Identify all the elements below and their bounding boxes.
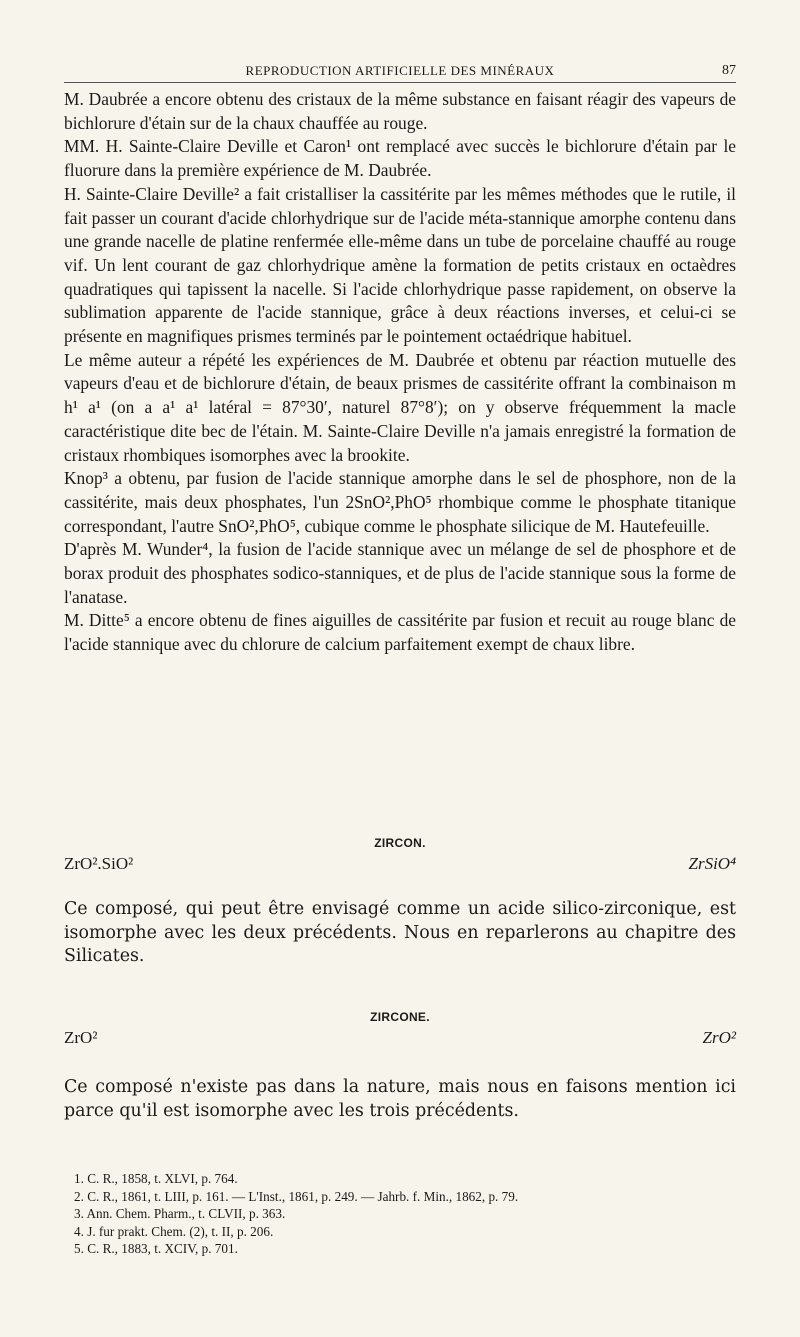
footnote-2: 2. C. R., 1861, t. LIII, p. 161. — L'Inst., 1861, p. 249. — Jahrb. f. Min., 1862, p. 79. bbox=[74, 1188, 519, 1204]
footnote-4: 4. J. fur prakt. Chem. (2), t. II, p. 206. bbox=[74, 1223, 274, 1239]
zircone-description: Ce composé n'existe pas dans la nature, mais nous en faisons mention ici parce qu'il est isomorphe avec les trois précédents. bbox=[64, 1077, 736, 1121]
running-head bbox=[64, 63, 736, 81]
paragraph-deville-caron: MM. H. Sainte-Claire Deville et Caron¹ ont remplacé avec succès le bichlorure d'étain par le fluorure dans la première expérience de M. Daubrée. bbox=[64, 136, 736, 181]
paragraph-deville-cassiterite: H. Sainte-Claire Deville² a fait cristalliser la cassitérite par les mêmes méthodes que le rutile, il fait passer un courant d'acide chlorhydrique sur de l'acide méta-stannique amorphe contenu dans une grande nacelle de platine renfermée elle-même dans un tube de porcelaine chauffé au rouge vif. Un lent courant de gaz chlorhydrique amène la formation de petits cristaux en octaèdres quadratiques qui tapissent la nacelle. Si l'acide chlorhydrique passe rapidement, on observe la sublimation apparente de l'acide stannique, grâce à deux réactions inverses, et celui-ci se présente en magnifiques prismes terminés par le pointement octaédrique habituel. bbox=[64, 183, 736, 347]
zircon-formula-row bbox=[64, 854, 736, 874]
zircon-formula-left: ZrO².SiO² bbox=[64, 854, 134, 873]
zircone-section bbox=[64, 1010, 736, 1123]
paragraph-daubree: M. Daubrée a encore obtenu des cristaux de la même substance en faisant réagir des vapeurs de bichlorure d'étain sur de la chaux chauffée au rouge. bbox=[64, 89, 736, 133]
main-text bbox=[64, 88, 736, 657]
footnote-3: 3. Ann. Chem. Pharm., t. CLVII, p. 363. bbox=[74, 1206, 286, 1222]
paragraph-ditte: M. Ditte⁵ a encore obtenu de fines aiguilles de cassitérite par fusion et recuit au rouge blanc de l'acide stannique avec du chlorure de calcium parfaitement exempt de chaux libre. bbox=[64, 610, 736, 655]
zircone-formula-row bbox=[64, 1028, 736, 1048]
paragraph-wunder: D'après M. Wunder⁴, la fusion de l'acide stannique avec un mélange de sel de phosphore et de borax produit des phosphates sodico-stanniques, et de plus de l'acide stannique sous la forme de l'anatase. bbox=[64, 539, 736, 607]
section-heading-zircon: ZIRCON. bbox=[374, 836, 426, 850]
zircon-formula-right: ZrSiO⁴ bbox=[688, 854, 736, 873]
zircon-section bbox=[64, 836, 736, 969]
paragraph-same-author: Le même auteur a répété les expériences de M. Daubrée et obtenu par réaction mutuelle des vapeurs d'eau et de bichlorure d'étain, de beaux prismes de cassitérite offrant la combinaison m h¹ a¹ (on a a¹ a¹ latéral = 87°30′, naturel 87°8′); on y observe fréquemment la macle caractéristique dite bec de l'étain. M. Sainte-Claire Deville n'a jamais enregistré la formation de cristaux rhombiques isomorphes avec la brookite. bbox=[64, 349, 736, 465]
page-number: 87 bbox=[722, 63, 736, 78]
paragraph-knop: Knop³ a obtenu, par fusion de l'acide stannique amorphe dans le sel de phosphore, non de la cassitérite, mais deux phosphates, l'un 2SnO²,PhO⁵ rhombique comme le phosphate titanique correspondant, l'autre SnO²,PhO⁵, cubique comme le phosphate silicique de M. Hautefeuille. bbox=[64, 468, 736, 536]
zircone-formula-right: ZrO² bbox=[702, 1028, 736, 1047]
running-title: REPRODUCTION ARTIFICIELLE DES MINÉRAUX bbox=[245, 63, 555, 78]
zircone-formula-left: ZrO² bbox=[64, 1028, 98, 1047]
zircon-description: Ce composé, qui peut être envisagé comme un acide silico-zirconique, est isomorphe avec les deux précédents. Nous en reparlerons au chapitre des Silicates. bbox=[64, 899, 736, 967]
footnote-1: 1. C. R., 1858, t. XLVI, p. 764. bbox=[74, 1171, 238, 1186]
footnotes bbox=[64, 1170, 736, 1258]
header-rule bbox=[64, 82, 736, 83]
footnote-5: 5. C. R., 1883, t. XCIV, p. 701. bbox=[74, 1241, 238, 1257]
section-heading-zircone: ZIRCONE. bbox=[370, 1010, 430, 1024]
